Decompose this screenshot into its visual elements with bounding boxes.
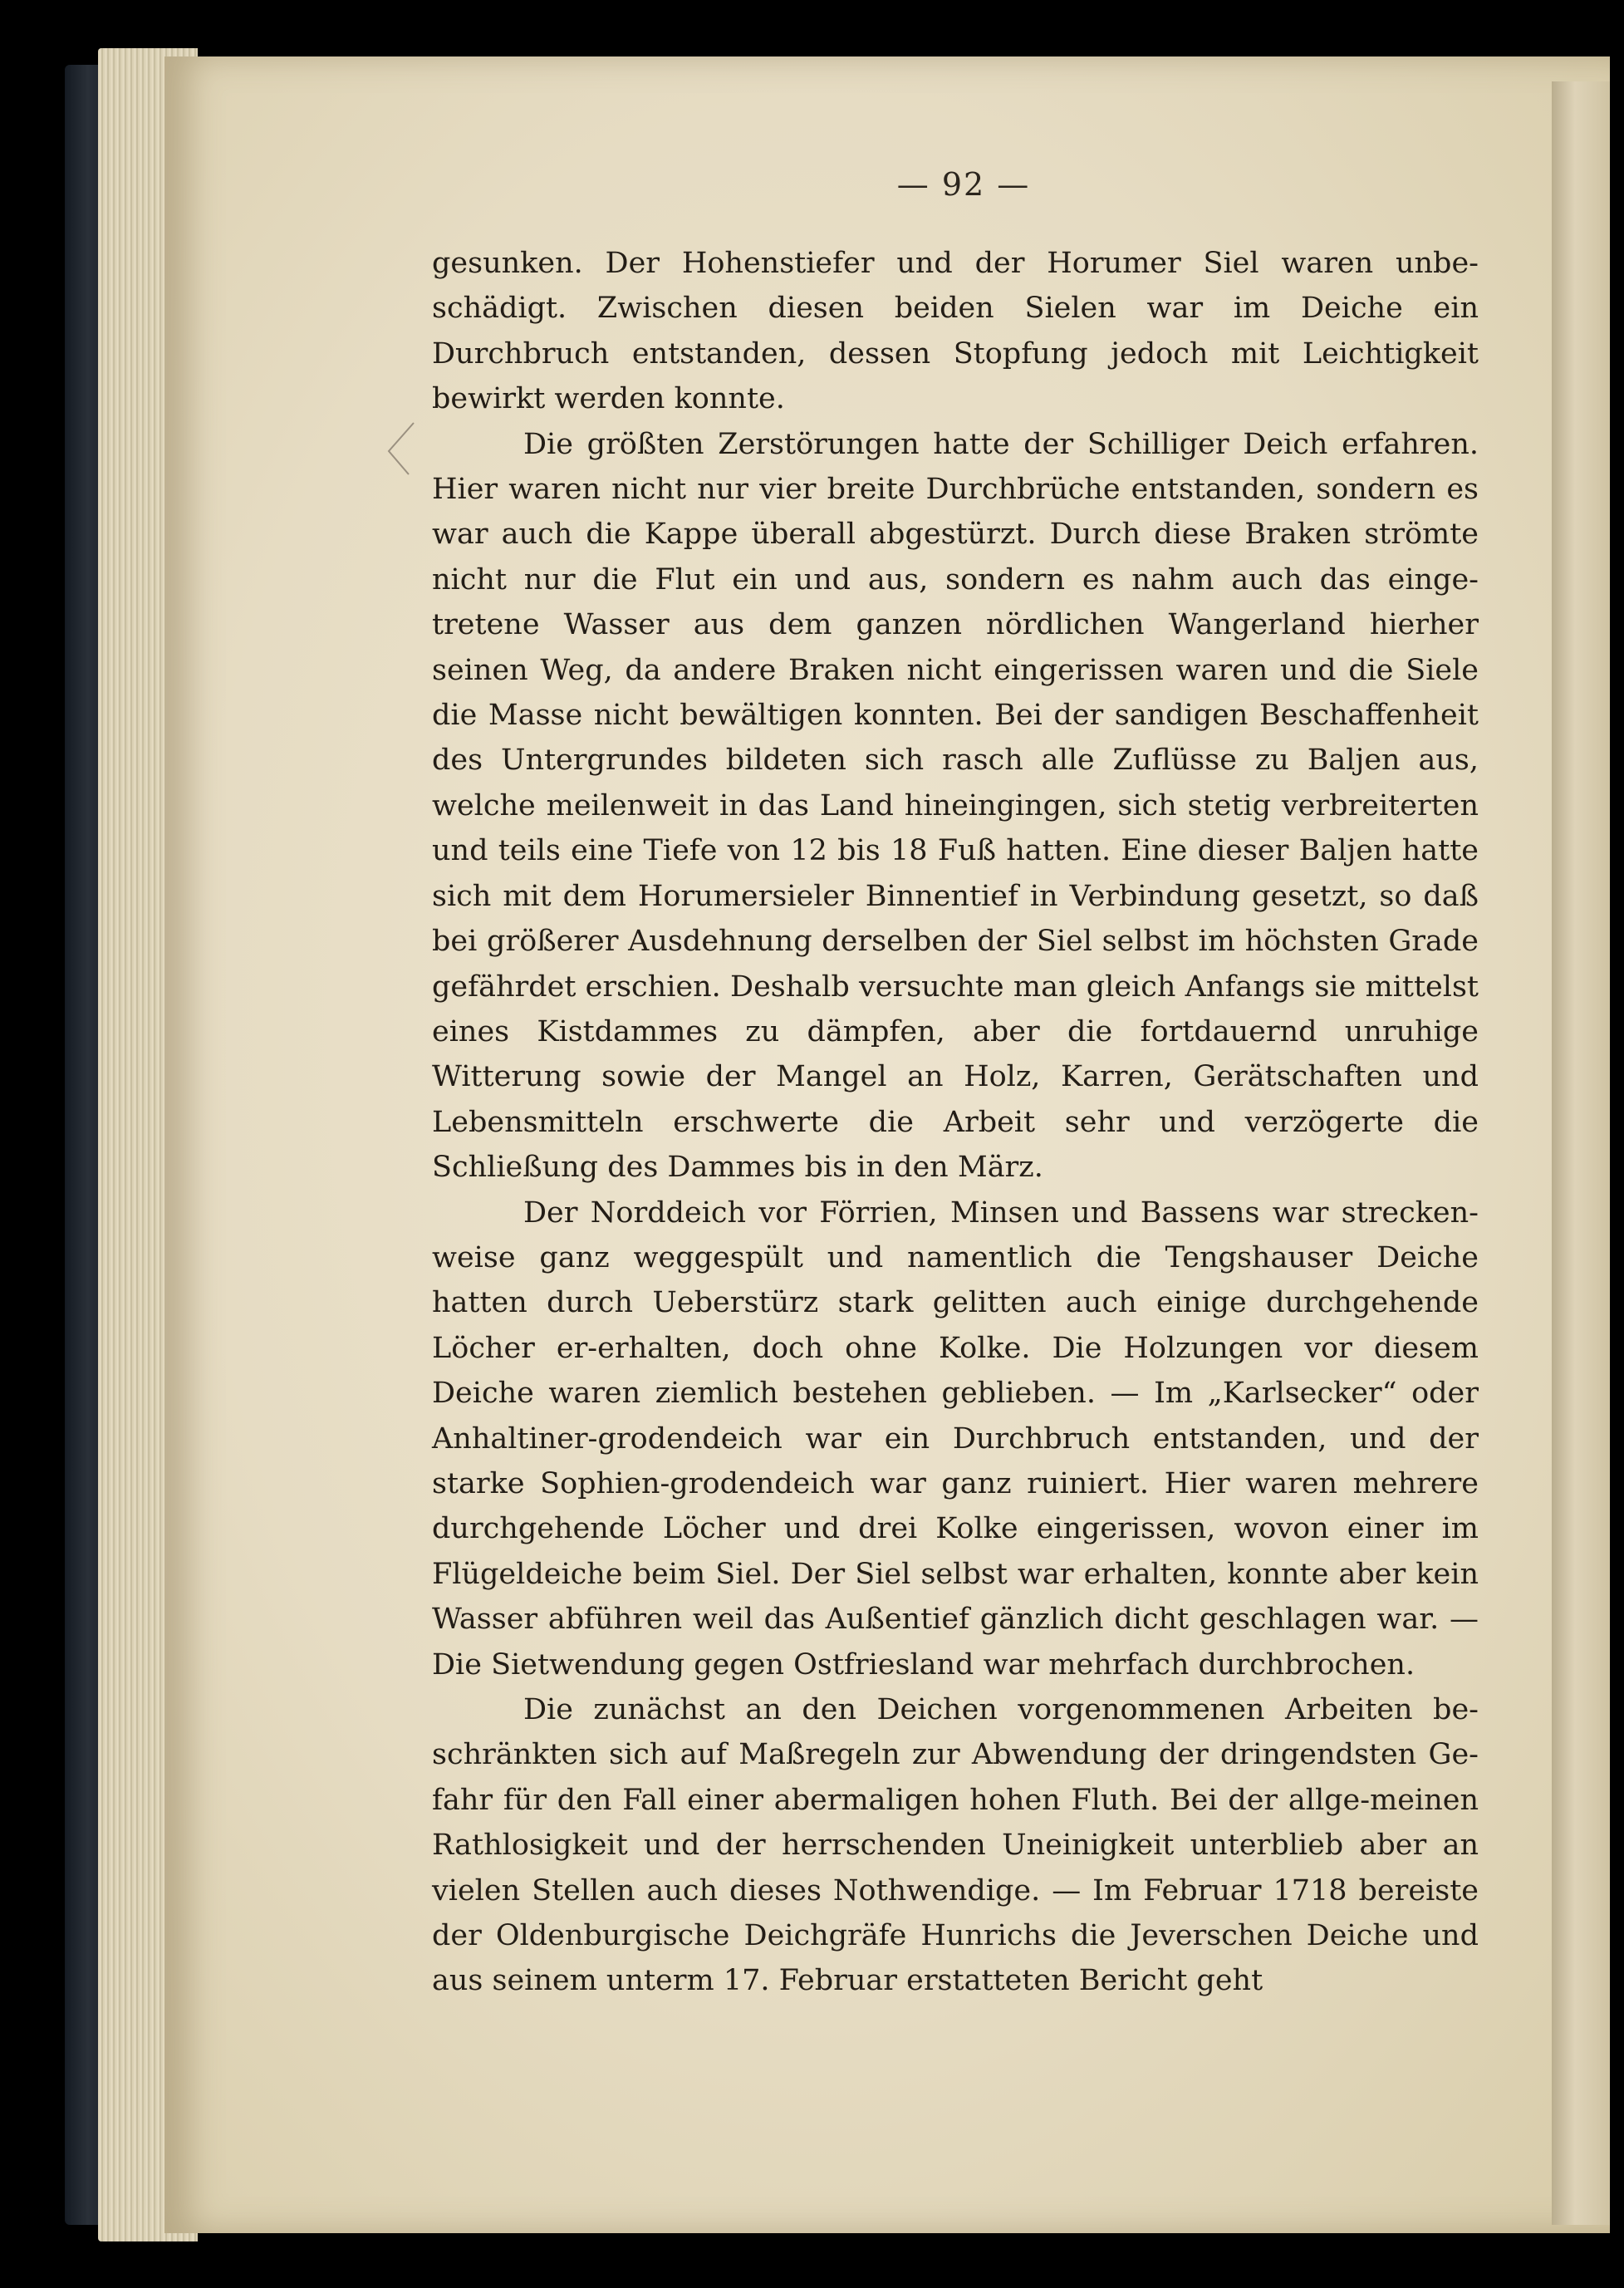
paragraph: gesunken. Der Hohenstiefer und der Horumer Siel waren unbe-schädigt. Zwischen diesen beiden Sielen war im Deiche ein Durchbruch entstanden, dessen Stopfung jedoch mit Leichtigkeit bewirkt werden konnte. xyxy=(432,247,1479,416)
next-page-edge xyxy=(1552,81,1610,2225)
paragraph: Die zunächst an den Deichen vorgenommenen Arbeiten be-schränkten sich auf Maßregeln zur Abwendung der dringendsten Ge-fahr für den Fall einer abermaligen hohen Fluth. Bei der allge-meinen Rathlosigkeit und der herrschenden Uneinigkeit unterblieb aber an vielen Stellen auch dieses Nothwendige. — Im Februar 1718 bereiste der Oldenburgische Deichgräfe Hunrichs die Jeverschen Deiche und aus seinem unterm 17. Februar erstatteten Bericht geht xyxy=(432,1693,1479,1998)
paragraph: Der Norddeich vor Förrien, Minsen und Bassens war strecken-weise ganz weggespült und namentlich die Tengshauser Deiche hatten durch Ueberstürz stark gelitten auch einige durchgehende Löcher er-erhalten, doch ohne Kolke. Die Holzungen vor diesem Deiche waren ziemlich bestehen geblieben. — Im „Karlsecker“ oder Anhaltiner-grodendeich war ein Durchbruch entstanden, und der starke Sophien-grodendeich war ganz ruiniert. Hier waren mehrere durchgehende Löcher und drei Kolke eingerissen, wovon einer im Flügeldeiche beim Siel. Der Siel selbst war erhalten, konnte aber kein Wasser abführen weil das Außentief gänzlich dicht geschlagen war. — Die Sietwendung gegen Ostfriesland war mehrfach durchbrochen. xyxy=(432,1196,1479,1682)
pencil-margin-mark xyxy=(384,420,417,478)
page-number: — 92 — xyxy=(896,166,1031,203)
body-text xyxy=(432,241,1479,2004)
paragraph: Die größten Zerstörungen hatte der Schilliger Deich erfahren. Hier waren nicht nur vier breite Durchbrüche entstanden, sondern es war auch die Kappe überall abgestürzt. Durch diese Braken strömte nicht nur die Flut ein und aus, sondern es nahm auch das einge-tretene Wasser aus dem ganzen nördlichen Wangerland hierher seinen Weg, da andere Braken nicht eingerissen waren und die Siele die Masse nicht bewältigen konnten. Bei der sandigen Beschaffenheit des Untergrundes bildeten sich rasch alle Zuflüsse zu Baljen aus, welche meilenweit in das Land hineingingen, sich stetig verbreiterten und teils eine Tiefe von 12 bis 18 Fuß hatten. Eine dieser Baljen hatte sich mit dem Horumersieler Binnentief in Verbindung gesetzt, so daß bei größerer Ausdehnung derselben der Siel selbst im höchsten Grade gefährdet erschien. Deshalb versuchte man gleich Anfangs sie mittelst eines Kistdammes zu dämpfen, aber die fortdauernd unruhige Witterung sowie der Mangel an Holz, Karren, Gerätschaften und Lebensmitteln erschwerte die Arbeit sehr und verzögerte die Schließung des Dammes bis in den März. xyxy=(432,427,1479,1185)
